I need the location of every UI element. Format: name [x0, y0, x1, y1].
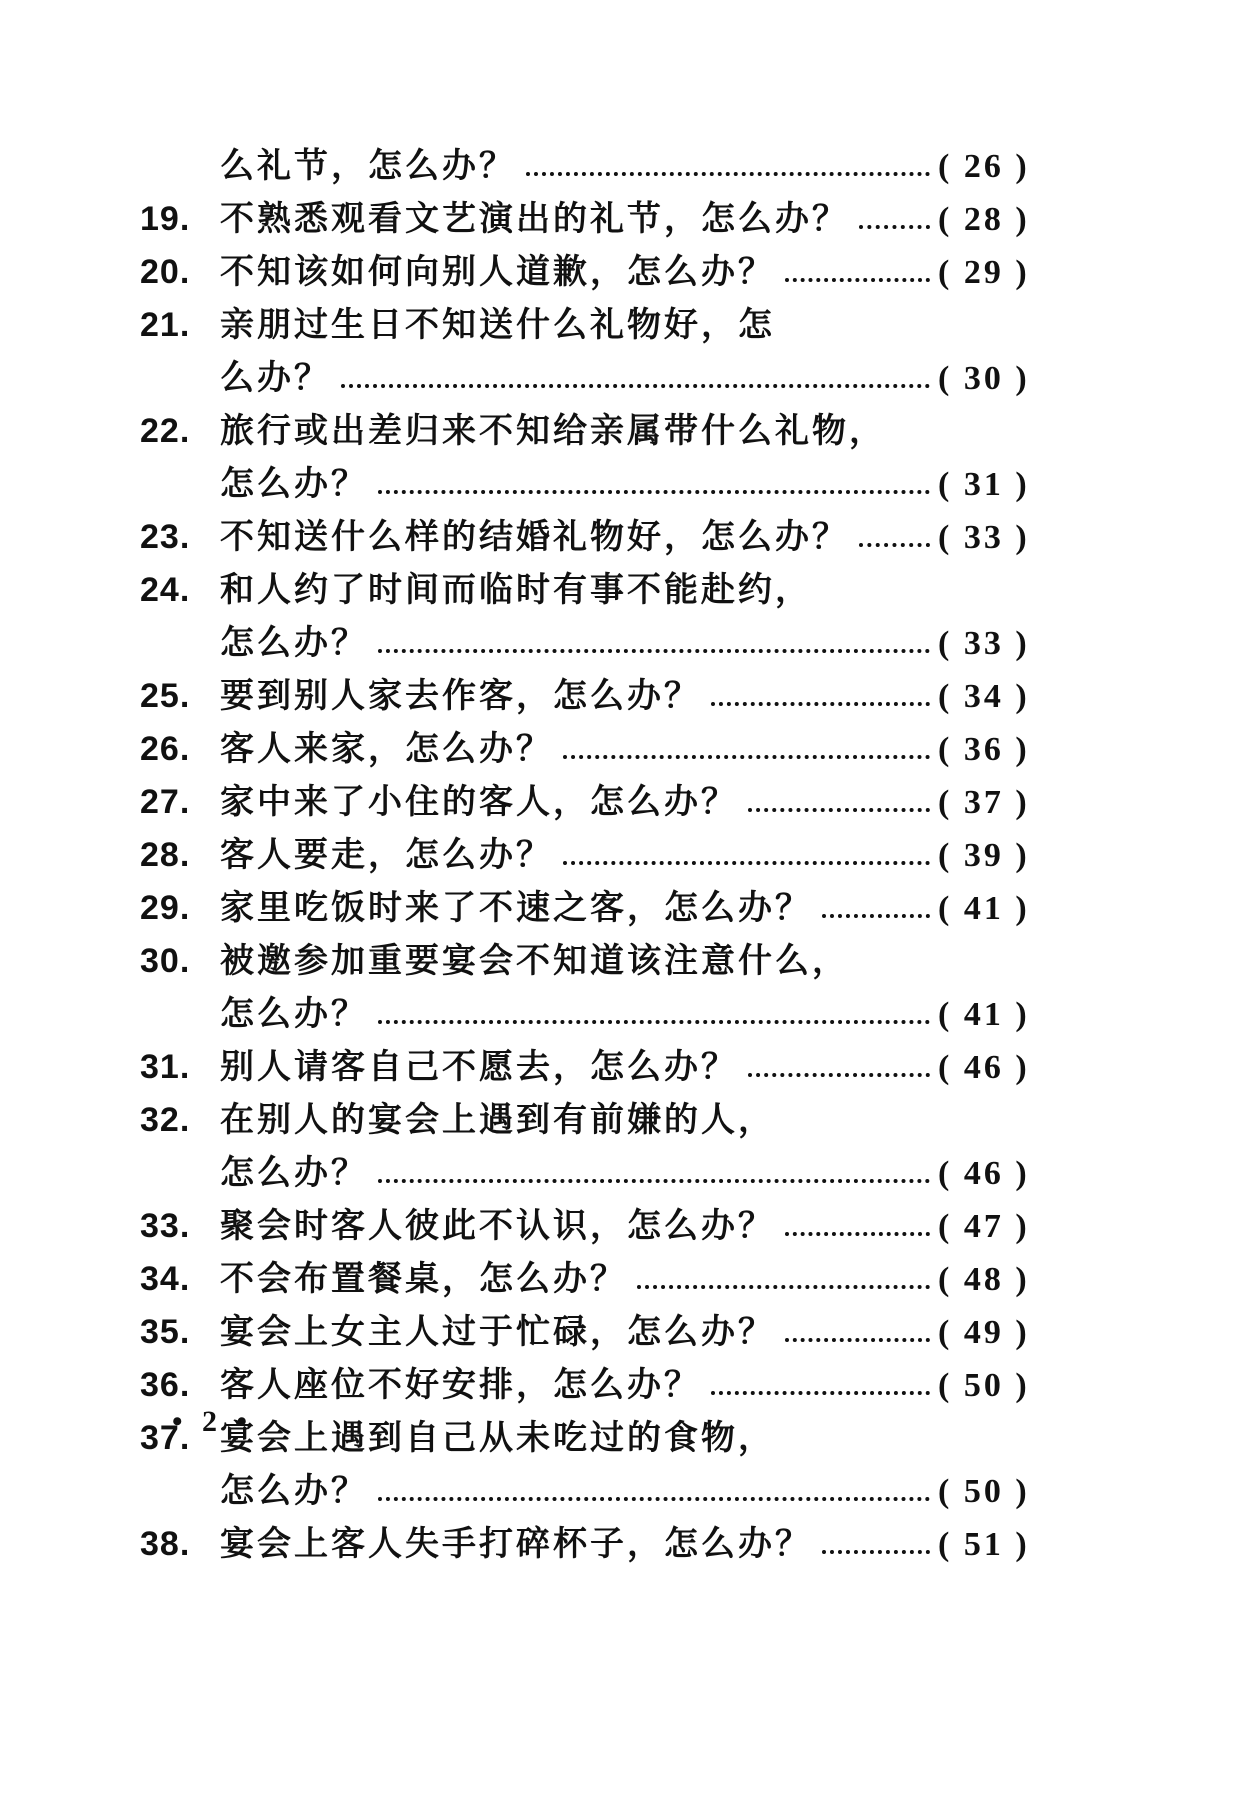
- toc-entry-number: 38.: [140, 1525, 191, 1563]
- toc-entry-title: 别人请客自己不愿去，怎么办？: [220, 1047, 738, 1087]
- toc-entry: [140, 882, 1030, 935]
- toc-entry: [140, 1041, 1030, 1094]
- toc-entry-page: ( 48 ): [938, 1261, 1030, 1298]
- toc-entry-title: 被邀参加重要宴会不知道该注意什么，: [220, 941, 849, 981]
- toc-entry: [140, 193, 1030, 246]
- toc-entry-title: 不会布置餐桌，怎么办？: [220, 1259, 627, 1299]
- toc-dot-leader: [526, 140, 930, 193]
- toc-entry: [140, 405, 1030, 458]
- toc-entry-title: 怎么办？: [220, 1471, 368, 1511]
- toc-entry: [140, 1412, 1030, 1465]
- toc-entry: [140, 140, 1030, 193]
- toc-entry: [140, 988, 1030, 1041]
- page-number: • 2 •: [172, 1405, 254, 1438]
- toc-entry-page: ( 26 ): [938, 148, 1030, 185]
- toc-entry-title: 客人来家，怎么办？: [220, 729, 553, 769]
- toc-entry: [140, 723, 1030, 776]
- toc-entry-number: 30.: [140, 942, 191, 980]
- toc-entry: [140, 458, 1030, 511]
- toc-entry-number: 31.: [140, 1048, 191, 1086]
- toc-entry-page: ( 28 ): [938, 201, 1030, 238]
- toc-entry-number: 37.: [140, 1419, 191, 1457]
- toc-entry: [140, 1359, 1030, 1412]
- toc-entry-page: ( 29 ): [938, 254, 1030, 291]
- toc-entry: [140, 246, 1030, 299]
- toc-entry-number: 32.: [140, 1101, 191, 1139]
- toc-entry: [140, 1465, 1030, 1518]
- toc-entry-title: 么礼节，怎么办？: [220, 146, 516, 186]
- toc-entry-page: ( 36 ): [938, 731, 1030, 768]
- toc-dot-leader: [859, 193, 930, 246]
- toc-entry: [140, 511, 1030, 564]
- toc-dot-leader: [378, 1465, 930, 1518]
- toc-entry-page: ( 30 ): [938, 360, 1030, 397]
- toc-entry-page: ( 50 ): [938, 1473, 1030, 1510]
- toc-entry: [140, 299, 1030, 352]
- toc-dot-leader: [378, 1147, 930, 1200]
- toc-dot-leader: [563, 723, 930, 776]
- toc-entry-title: 聚会时客人彼此不认识，怎么办？: [220, 1206, 775, 1246]
- toc-entry-page: ( 49 ): [938, 1314, 1030, 1351]
- toc-entry-title: 么办？: [220, 358, 331, 398]
- toc-entry: [140, 776, 1030, 829]
- toc-entry-title: 不知该如何向别人道歉，怎么办？: [220, 252, 775, 292]
- toc-entry: [140, 352, 1030, 405]
- toc-entry-title: 亲朋过生日不知送什么礼物好，怎: [220, 305, 775, 345]
- toc-dot-leader: [341, 352, 930, 405]
- toc-entry: [140, 1518, 1030, 1571]
- toc-entry-number: 23.: [140, 518, 191, 556]
- toc-dot-leader: [378, 617, 930, 670]
- toc-entry-title: 旅行或出差归来不知给亲属带什么礼物，: [220, 411, 886, 451]
- toc-entry-page: ( 41 ): [938, 890, 1030, 927]
- toc-entry-number: 21.: [140, 306, 191, 344]
- toc-entry-title: 不熟悉观看文艺演出的礼节，怎么办？: [220, 199, 849, 239]
- toc-entry-page: ( 33 ): [938, 625, 1030, 662]
- toc-dot-leader: [785, 1306, 930, 1359]
- toc-entry-title: 怎么办？: [220, 623, 368, 663]
- toc-entry-title: 怎么办？: [220, 464, 368, 504]
- toc-entry-title: 家里吃饭时来了不速之客，怎么办？: [220, 888, 812, 928]
- toc-entry-title: 在别人的宴会上遇到有前嫌的人，: [220, 1100, 775, 1140]
- toc-entry-title: 宴会上客人失手打碎杯子，怎么办？: [220, 1524, 812, 1564]
- toc-entry-page: ( 39 ): [938, 837, 1030, 874]
- toc-entry-title: 怎么办？: [220, 1153, 368, 1193]
- toc-entry-page: ( 34 ): [938, 678, 1030, 715]
- toc-dot-leader: [785, 1200, 930, 1253]
- toc-dot-leader: [711, 670, 930, 723]
- toc-entry-number: 28.: [140, 836, 191, 874]
- toc-entry-page: ( 51 ): [938, 1526, 1030, 1563]
- toc-entry: [140, 564, 1030, 617]
- toc-entry-title: 宴会上遇到自己从未吃过的食物，: [220, 1418, 775, 1458]
- toc-dot-leader: [822, 1518, 930, 1571]
- toc-entry-page: ( 37 ): [938, 784, 1030, 821]
- toc-entry: [140, 1147, 1030, 1200]
- toc-dot-leader: [563, 829, 930, 882]
- toc-entry-number: 22.: [140, 412, 191, 450]
- toc-entry: [140, 829, 1030, 882]
- toc-entry-number: 33.: [140, 1207, 191, 1245]
- toc-entry-number: 29.: [140, 889, 191, 927]
- toc-entry: [140, 1253, 1030, 1306]
- toc-dot-leader: [378, 458, 930, 511]
- toc-dot-leader: [748, 776, 930, 829]
- toc-dot-leader: [378, 988, 930, 1041]
- toc-entry-number: 20.: [140, 253, 191, 291]
- toc-dot-leader: [711, 1359, 930, 1412]
- toc-entry: [140, 670, 1030, 723]
- toc-dot-leader: [748, 1041, 930, 1094]
- toc-entry-number: 27.: [140, 783, 191, 821]
- toc-entry-page: ( 50 ): [938, 1367, 1030, 1404]
- toc-entry: [140, 935, 1030, 988]
- toc-entry-title: 宴会上女主人过于忙碌，怎么办？: [220, 1312, 775, 1352]
- toc-dot-leader: [859, 511, 930, 564]
- toc-entry-title: 和人约了时间而临时有事不能赴约，: [220, 570, 812, 610]
- toc-entry-title: 要到别人家去作客，怎么办？: [220, 676, 701, 716]
- toc-entry-number: 24.: [140, 571, 191, 609]
- toc-entry-title: 客人座位不好安排，怎么办？: [220, 1365, 701, 1405]
- toc-entry-number: 19.: [140, 200, 191, 238]
- toc-entry-title: 客人要走，怎么办？: [220, 835, 553, 875]
- toc-dot-leader: [785, 246, 930, 299]
- toc-entry-number: 34.: [140, 1260, 191, 1298]
- toc-entry-number: 36.: [140, 1366, 191, 1404]
- toc-entry: [140, 1306, 1030, 1359]
- toc-entry-number: 35.: [140, 1313, 191, 1351]
- toc-entry: [140, 617, 1030, 670]
- table-of-contents: [140, 140, 1030, 1571]
- toc-entry-page: ( 46 ): [938, 1049, 1030, 1086]
- toc-entry-page: ( 41 ): [938, 996, 1030, 1033]
- toc-entry-page: ( 31 ): [938, 466, 1030, 503]
- toc-entry-number: 26.: [140, 730, 191, 768]
- toc-entry-page: ( 46 ): [938, 1155, 1030, 1192]
- toc-dot-leader: [637, 1253, 930, 1306]
- toc-entry-page: ( 47 ): [938, 1208, 1030, 1245]
- toc-entry: [140, 1200, 1030, 1253]
- toc-entry-title: 家中来了小住的客人，怎么办？: [220, 782, 738, 822]
- toc-entry-title: 怎么办？: [220, 994, 368, 1034]
- toc-entry-title: 不知送什么样的结婚礼物好，怎么办？: [220, 517, 849, 557]
- toc-entry-page: ( 33 ): [938, 519, 1030, 556]
- toc-entry: [140, 1094, 1030, 1147]
- toc-dot-leader: [822, 882, 930, 935]
- toc-entry-number: 25.: [140, 677, 191, 715]
